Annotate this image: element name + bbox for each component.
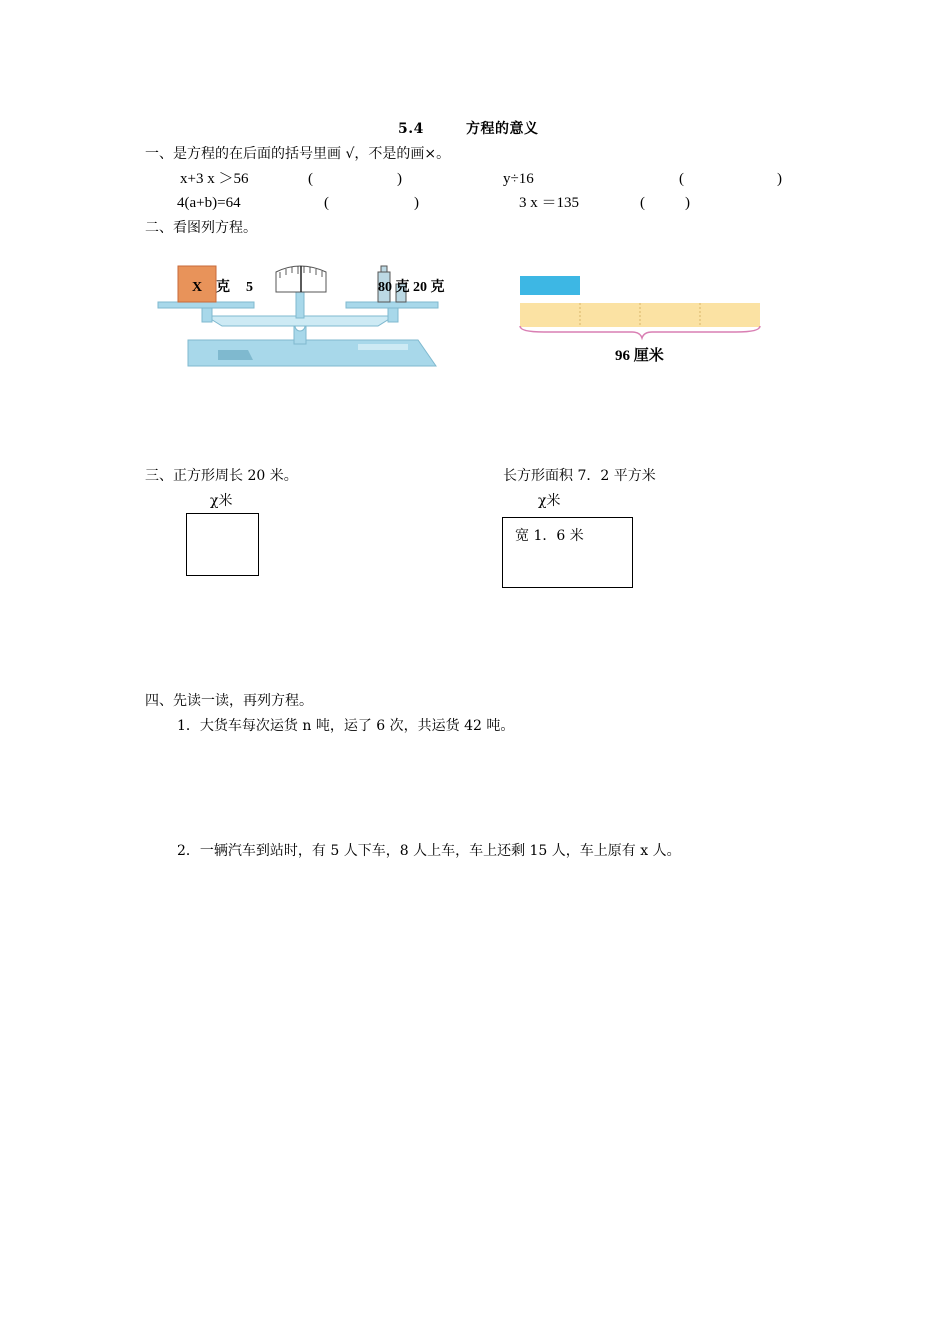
scale-right-label: 80 克 20 克 bbox=[378, 280, 445, 295]
bar-diagram bbox=[514, 240, 764, 350]
rectangle-side-label: χ米 bbox=[538, 493, 561, 509]
scale-base-shadow bbox=[218, 350, 253, 360]
equation-item-1: x+3 x ＞56 bbox=[180, 171, 249, 187]
square-side-label: χ米 bbox=[210, 493, 233, 509]
section4-heading: 四、先读一读，再列方程。 bbox=[145, 693, 313, 709]
bar-unknown-segment bbox=[520, 276, 580, 295]
section3-heading-right: 长方形面积 7．2 平方米 bbox=[503, 468, 656, 484]
scale-right-pan bbox=[346, 302, 438, 308]
section1-heading: 一、是方程的在后面的括号里画 √，不是的画×。 bbox=[145, 146, 451, 162]
section2-heading: 二、看图列方程。 bbox=[145, 220, 257, 236]
scale-left-unit: 克 bbox=[216, 280, 230, 295]
section3-heading-left: 三、正方形周长 20 米。 bbox=[145, 468, 298, 484]
rectangle-width-label: 宽 1．6 米 bbox=[515, 528, 584, 544]
equation-item-3: 4(a+b)=64 bbox=[177, 195, 241, 211]
answer-paren-close-2: ) bbox=[777, 171, 782, 187]
answer-paren-open-3: ( bbox=[324, 195, 329, 211]
equation-item-2: y÷16 bbox=[503, 171, 534, 187]
answer-paren-close-3: ) bbox=[414, 195, 419, 211]
balance-scale-illustration bbox=[158, 258, 445, 370]
answer-paren-open-4: ( bbox=[640, 195, 645, 211]
answer-paren-close-1: ) bbox=[397, 171, 402, 187]
equation-item-4: 3 x ＝135 bbox=[519, 195, 580, 211]
rectangle-figure bbox=[502, 517, 633, 588]
answer-paren-open-1: ( bbox=[308, 171, 313, 187]
scale-left-pan bbox=[158, 302, 254, 308]
page-title-number: 5.4 bbox=[398, 121, 424, 137]
scale-left-label: X bbox=[192, 280, 203, 295]
page-title: 方程的意义 bbox=[466, 121, 539, 137]
answer-paren-open-2: ( bbox=[679, 171, 684, 187]
bar-bottom-label: 96 厘米 bbox=[615, 348, 664, 364]
question-2: 2．一辆汽车到站时，有 5 人下车，8 人上车，车上还剩 15 人，车上原有 x 人。 bbox=[177, 843, 681, 859]
square-figure bbox=[186, 513, 259, 576]
scale-left-number: 5 bbox=[246, 280, 253, 295]
answer-paren-close-4: ) bbox=[685, 195, 690, 211]
question-1: 1．大货车每次运货 n 吨，运了 6 次，共运货 42 吨。 bbox=[177, 718, 515, 734]
